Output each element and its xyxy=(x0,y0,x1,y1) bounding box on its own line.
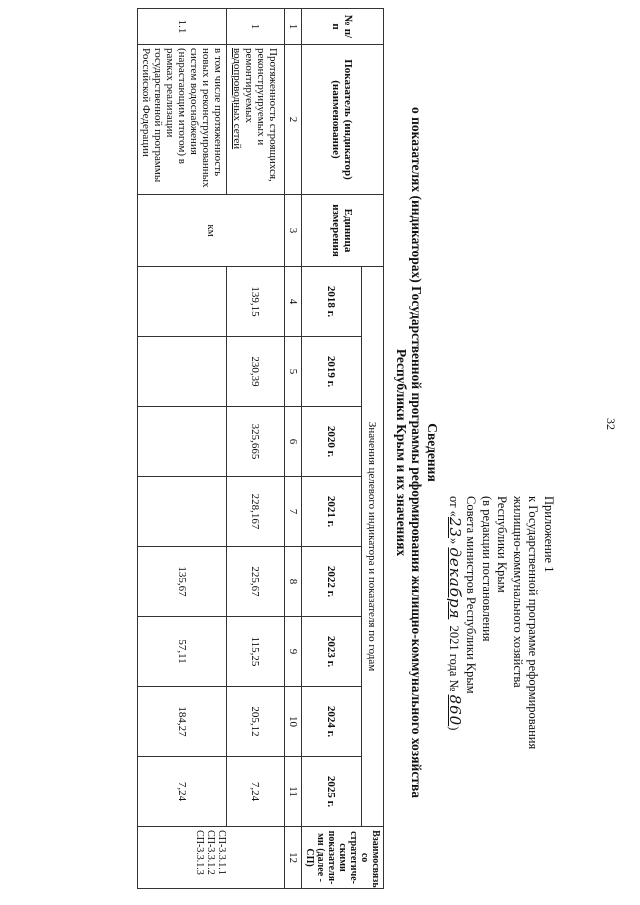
header-year: 2018 г. xyxy=(302,267,362,337)
row-value: 7,24 xyxy=(138,757,227,827)
col-number: 4 xyxy=(285,267,302,337)
row-value xyxy=(138,477,227,547)
header-num: № п/п xyxy=(302,9,384,45)
header-year: 2025 г. xyxy=(302,757,362,827)
date-mid: » xyxy=(447,538,462,548)
col-number: 12 xyxy=(285,827,302,889)
appendix-line: Совета министров Республики Крым xyxy=(464,496,479,694)
appendix-line: Республики Крым xyxy=(495,496,510,593)
col-number: 5 xyxy=(285,337,302,407)
row-value xyxy=(138,337,227,407)
title-line-2: о показателях (индикаторах) Государственной программы реформирования жилищно-коммунального хозяйства xyxy=(409,107,425,798)
appendix-block xyxy=(446,496,556,749)
indicator-text: Протяженность строящихся, реконструируемых и ремонтируемых xyxy=(243,48,280,182)
header-indicator: Показатель (индикатор) (наименование) xyxy=(302,45,384,195)
col-number: 10 xyxy=(285,687,302,757)
col-number: 9 xyxy=(285,617,302,687)
row-value: 228,167 xyxy=(227,477,285,547)
row-value: 139,15 xyxy=(227,267,285,337)
column-number-row xyxy=(285,9,302,889)
row-value: 184,27 xyxy=(138,687,227,757)
appendix-line: жилищно-коммунального хозяйства xyxy=(510,496,525,688)
header-row-1 xyxy=(362,9,384,889)
row-value: 325,665 xyxy=(227,407,285,477)
row-value: 7,24 xyxy=(227,757,285,827)
relation-item: СП-3.3.1.2 xyxy=(205,830,217,875)
col-number: 2 xyxy=(285,45,302,195)
table-row xyxy=(227,9,285,889)
row-unit: км xyxy=(138,195,285,267)
appendix-date-line: от «23» декабря 2021 года № 860) xyxy=(446,496,465,731)
row-indicator: в том числе протяженность новых и реконструированных систем водоснабжения (нарастающим итогом) в рамках реализации государственной программы Российской Федерации xyxy=(138,45,227,195)
appendix-line: Приложение 1 xyxy=(542,496,556,573)
row-value xyxy=(138,407,227,477)
row-value: 135,67 xyxy=(138,547,227,617)
date-year: 2021 года № xyxy=(447,625,462,692)
header-year: 2021 г. xyxy=(302,477,362,547)
header-year: 2024 г. xyxy=(302,687,362,757)
header-year: 2020 г. xyxy=(302,407,362,477)
col-number: 8 xyxy=(285,547,302,617)
appendix-line: к Государственной программе реформирования xyxy=(526,496,541,750)
row-value: 230,39 xyxy=(227,337,285,407)
col-number: 3 xyxy=(285,195,302,267)
row-num: 1 xyxy=(227,9,285,45)
document-title xyxy=(394,0,441,905)
title-line-1: Сведения xyxy=(425,423,440,482)
date-prefix: от « xyxy=(447,496,462,517)
relation-item: СП-3.3.1.3 xyxy=(194,830,206,875)
handwritten-month: декабря xyxy=(446,547,465,620)
header-year: 2023 г. xyxy=(302,617,362,687)
appendix-line: (в редакции постановления xyxy=(479,496,494,642)
page-number: 32 xyxy=(604,418,618,430)
title-line-3: Республики Крым и их значениях xyxy=(394,348,409,557)
row-value: 205,12 xyxy=(227,687,285,757)
col-number: 7 xyxy=(285,477,302,547)
handwritten-day: 23 xyxy=(446,516,465,539)
row-num: 1.1 xyxy=(138,9,227,45)
relation-item: СП-3.3.1.1 xyxy=(216,830,228,875)
row-value: 57,11 xyxy=(138,617,227,687)
row-indicator xyxy=(227,45,285,195)
col-number: 1 xyxy=(285,9,302,45)
header-year: 2022 г. xyxy=(302,547,362,617)
handwritten-number: 860 xyxy=(446,694,465,727)
header-year: 2019 г. xyxy=(302,337,362,407)
row-relation xyxy=(138,827,285,889)
header-years-group: Значения целевого индикатора и показателя по годам xyxy=(362,267,384,827)
header-unit: Единица измерения xyxy=(302,195,384,267)
col-number: 6 xyxy=(285,407,302,477)
row-value xyxy=(138,267,227,337)
row-value: 115,25 xyxy=(227,617,285,687)
row-value: 225,67 xyxy=(227,547,285,617)
col-number: 11 xyxy=(285,757,302,827)
table-row xyxy=(138,9,227,889)
indicators-table xyxy=(137,8,384,889)
indicator-text-underlined: водопроводных сетей xyxy=(231,48,244,150)
header-relation: Взаимосвязь со стратегиче-скими показателя-ми (далее - СП) xyxy=(302,827,384,889)
